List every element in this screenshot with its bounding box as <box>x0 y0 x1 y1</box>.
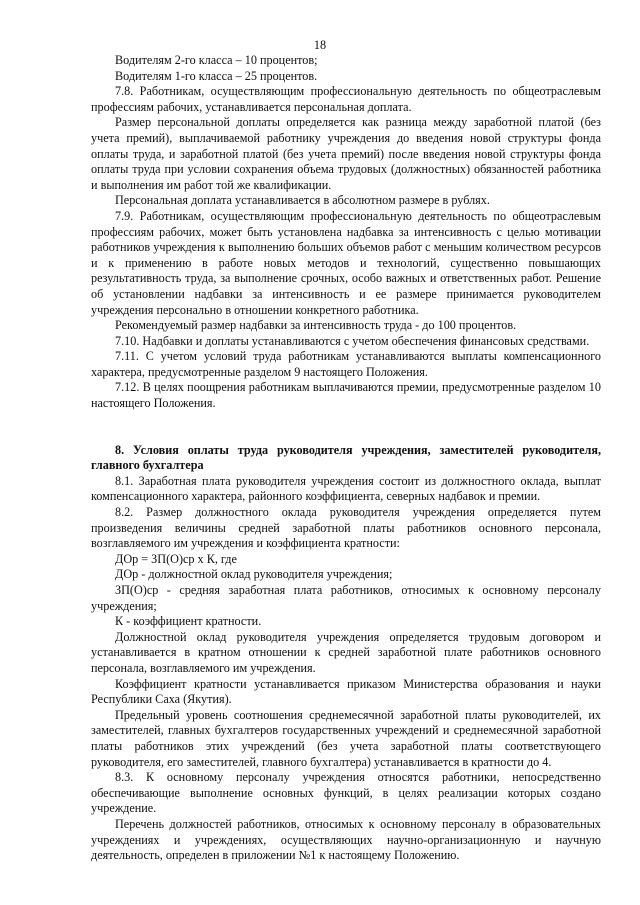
paragraph: Коэффициент кратности устанавливается приказом Министерства образования и науки Республики Саха (Якутия). <box>91 676 601 707</box>
section-heading: 8. Условия оплаты труда руководителя учреждения, заместителей руководителя, главного бухгалтера <box>91 442 601 473</box>
paragraph: 8.3. К основному персоналу учреждения относятся работники, непосредственно обеспечивающие выполнение основных функций, в целях реализации которых создано учреждение. <box>91 770 601 816</box>
paragraph: 7.10. Надбавки и доплаты устанавливаются с учетом обеспечения финансовых средствами. <box>115 333 590 348</box>
paragraph: Персональная доплата устанавливается в абсолютном размере в рублях. <box>115 193 490 208</box>
formula: ДОр = ЗП(О)ср х К, где <box>115 551 237 566</box>
page-number: 18 <box>313 38 327 52</box>
paragraph: Должностной оклад руководителя учреждения определяется трудовым договором и устанавливается в кратном отношении к средней заработной плате работников основного персонала, возглавляемого им учреждения. <box>91 629 601 675</box>
document-body <box>91 53 601 864</box>
paragraph: 7.11. С учетом условий труда работникам устанавливаются выплаты компенсационного характера, предусмотренные разделом 9 настоящего Положения. <box>91 349 601 379</box>
paragraph: 8.2. Размер должностного оклада руководителя учреждения определяется путем произведения величины средней заработной платы работников основного персонала, возглавляемого им учреждения и коэффициента кратности: <box>91 505 601 551</box>
formula-definition: К - коэффициент кратности. <box>115 614 262 629</box>
paragraph: 7.12. В целях поощрения работникам выплачиваются премии, предусмотренные разделом 10 настоящего Положения. <box>91 380 601 411</box>
paragraph: Размер персональной доплаты определяется как разница между заработной платой (без учета премий), выплачиваемой работнику учреждения до введения новой структуры фонда оплаты труда, и заработной платой (без учета премий) после введения новой структуры фонда оплаты труда при условии сохранения объема трудовых (должностных) обязанностей работника и выполнения им работ той же квалификации. <box>91 115 601 192</box>
paragraph: Водителям 1-го класса – 25 процентов. <box>115 68 318 83</box>
paragraph: Предельный уровень соотношения среднемесячной заработной платы руководителей, их заместителей, главных бухгалтеров государственных учреждений и среднемесячной заработной платы работников этих учреждений (без учета заработной платы соответствующего руководителя, его заместителей, главного бухгалтера) устанавливается в кратности до 4. <box>91 707 601 769</box>
paragraph: Перечень должностей работников, относимых к основному персоналу в образовательных учреждениях и учреждениях, осуществляющих научно-организационную и научную деятельность, определен в приложении №1 к настоящему Положению. <box>91 816 601 863</box>
paragraph: 7.9. Работникам, осуществляющим профессиональную деятельность по общеотраслевым профессиям рабочих, может быть установлена надбавка за интенсивность с целью мотивации работников учреждения к выполнению больших объемов работ с меньшим количеством ресурсов и к применению в работе новых методов и технологий, существенно повышающих результативность труда, за выполнение срочных, особо важных и ответственных работ. Решение об установлении надбавки за интенсивность и ее размере принимается руководителем учреждения персонально в отношении конкретного работника. <box>91 208 601 317</box>
paragraph: Рекомендуемый размер надбавки за интенсивность труда - до 100 процентов. <box>115 318 517 333</box>
paragraph: Водителям 2-го класса – 10 процентов; <box>115 53 318 67</box>
formula-definition: ЗП(О)ср - средняя заработная плата работников, относимых к основному персоналу учреждения; <box>91 583 601 613</box>
formula-definition: ДОр - должностной оклад руководителя учреждения; <box>115 567 393 582</box>
paragraph: 7.8. Работникам, осуществляющим профессиональную деятельность по общеотраслевым профессиям рабочих, устанавливается персональная доплата. <box>91 84 601 114</box>
paragraph: 8.1. Заработная плата руководителя учреждения состоит из должностного оклада, выплат компенсационного характера, районного коэффициента, северных надбавок и премии. <box>91 473 601 504</box>
